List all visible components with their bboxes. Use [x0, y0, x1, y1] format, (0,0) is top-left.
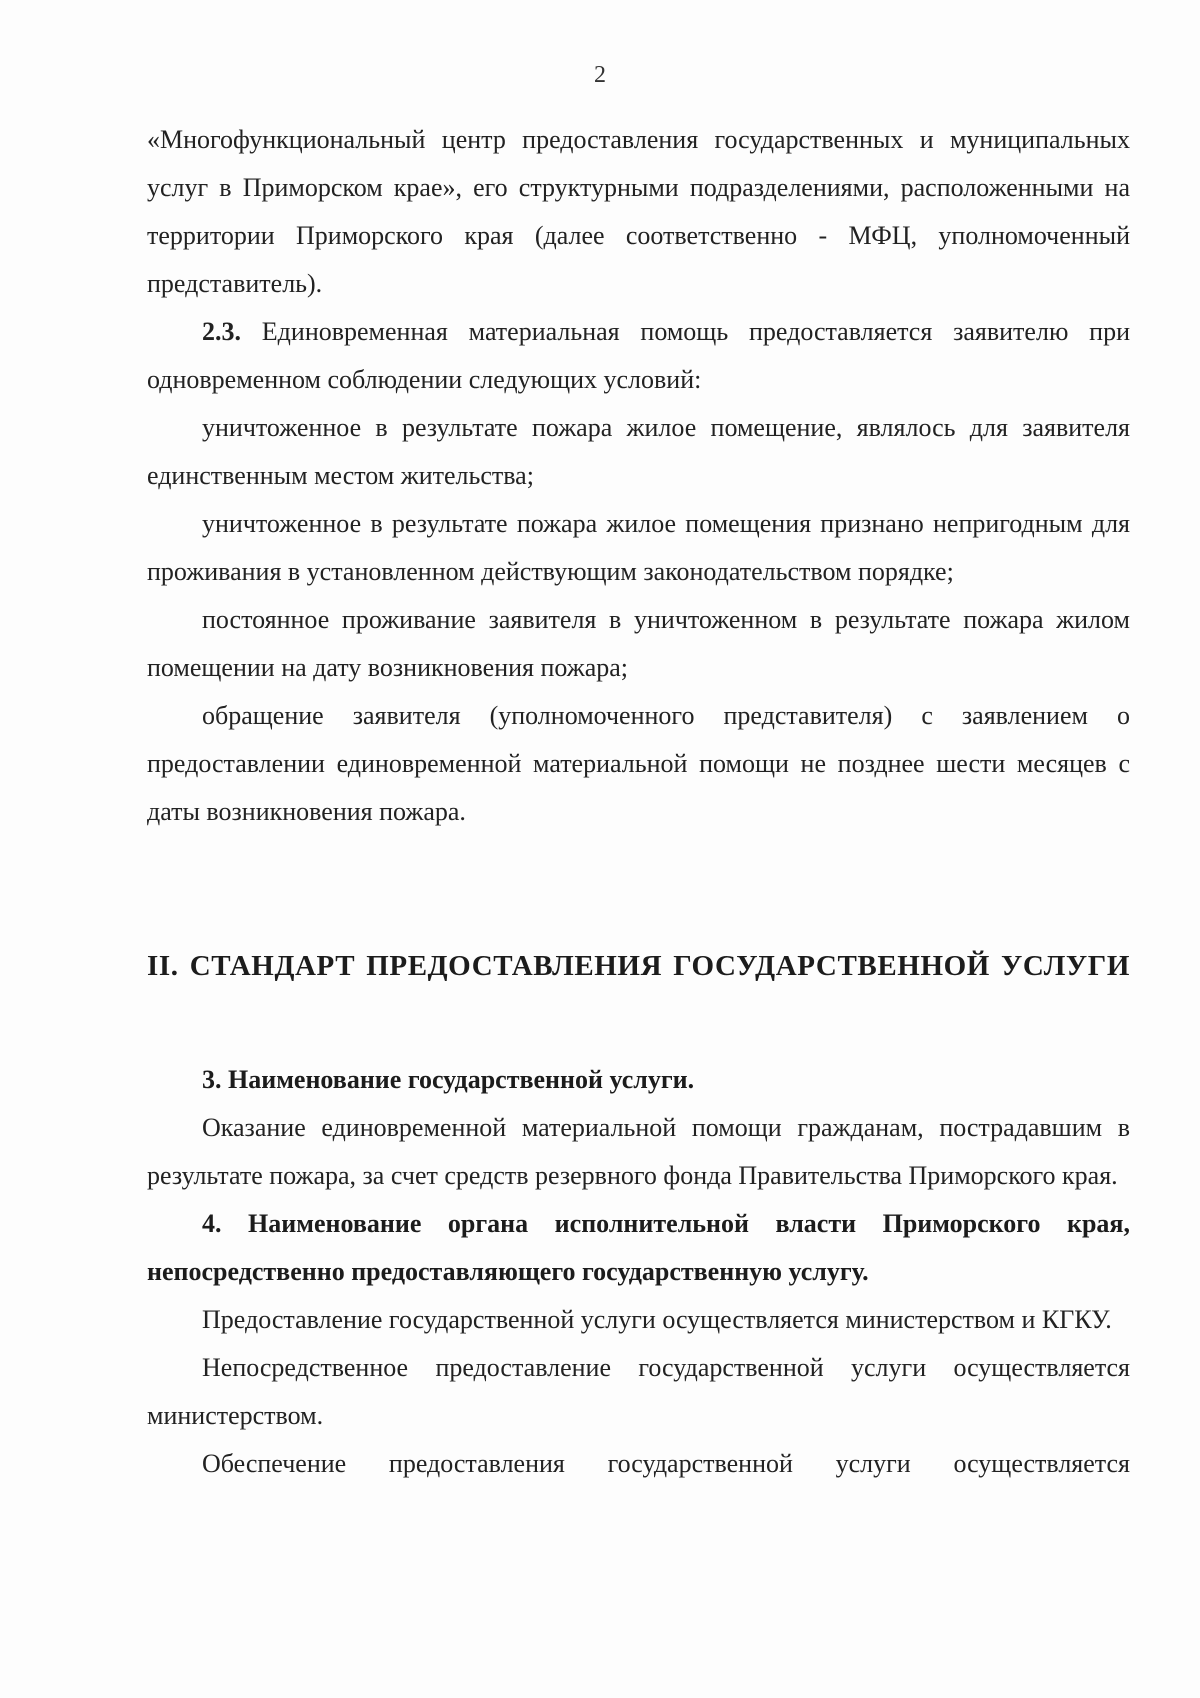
section-title: II. СТАНДАРТ ПРЕДОСТАВЛЕНИЯ ГОСУДАРСТВЕННОЙ УСЛУГИ — [147, 950, 1130, 982]
condition-item: обращение заявителя (уполномоченного представителя) с заявлением о предоставлении единовременной материальной помощи не позднее шести месяцев с даты возникновения пожара. — [147, 701, 1130, 826]
clause-4-paragraph: Предоставление государственной услуги осуществляется министерством и КГКУ. — [202, 1305, 1112, 1334]
upper-text-block — [147, 116, 1130, 836]
condition-item: уничтоженное в результате пожара жилое помещения признано непригодным для проживания в установленном действующим законодательством порядке; — [147, 509, 1130, 586]
clause-3-heading: 3. Наименование государственной услуги. — [202, 1065, 695, 1094]
clause-2-3-number: 2.3. — [202, 317, 241, 346]
clause-2-3-text: Единовременная материальная помощь предоставляется заявителю при одновременном соблюдении следующих условий: — [147, 317, 1130, 394]
condition-item: постоянное проживание заявителя в уничтоженном в результате пожара жилом помещении на дату возникновения пожара; — [147, 605, 1130, 682]
clause-4-paragraph: Обеспечение предоставления государственной услуги осуществляется — [202, 1449, 1130, 1478]
page-number: 2 — [594, 62, 606, 88]
clause-3-text: Оказание единовременной материальной помощи гражданам, пострадавшим в результате пожара, за счет средств резервного фонда Правительства Приморского края. — [147, 1113, 1130, 1190]
intro-paragraph: «Многофункциональный центр предоставления государственных и муниципальных услуг в Приморском крае», его структурными подразделениями, расположенными на территории Приморского края (далее соответственно - МФЦ, уполномоченный представитель). — [147, 125, 1130, 298]
condition-item: уничтоженное в результате пожара жилое помещение, являлось для заявителя единственным местом жительства; — [147, 413, 1130, 490]
clause-2-3-paragraph — [147, 308, 1130, 404]
clause-4-heading: 4. Наименование органа исполнительной власти Приморского края, непосредственно предоставляющего государственную услугу. — [147, 1209, 1130, 1286]
lower-text-block — [147, 1056, 1130, 1488]
clause-4-paragraph: Непосредственное предоставление государственной услуги осуществляется министерством. — [147, 1353, 1130, 1430]
